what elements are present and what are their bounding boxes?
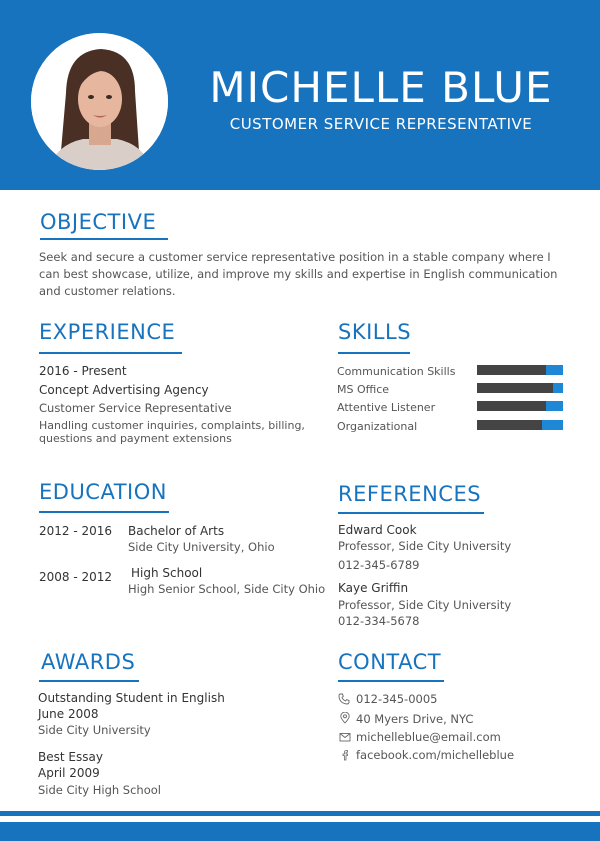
contact-address: 40 Myers Drive, NYC — [356, 712, 474, 726]
footer-stripe — [0, 822, 600, 841]
contact-heading: CONTACT — [338, 650, 442, 674]
objective-text: Seek and secure a customer service representative position in a stable company where I can best showcase, utilize, and improve my skills and expertise in English communication and customer relations. — [39, 250, 558, 298]
skill-bar — [477, 401, 563, 411]
award-date: June 2008 — [38, 707, 99, 721]
experience-period: 2016 - Present — [39, 364, 127, 378]
reference-phone: 012-334-5678 — [338, 614, 420, 628]
contact-underline — [338, 680, 444, 682]
award-place: Side City High School — [38, 783, 161, 797]
contact-facebook: facebook.com/michelleblue — [356, 748, 515, 762]
education-degree: High School — [131, 566, 203, 580]
envelope-icon — [339, 731, 351, 743]
skill-bar — [477, 365, 563, 375]
footer-stripe-thin — [0, 811, 600, 816]
skill-bar-fill — [477, 365, 546, 375]
skill-bar — [477, 420, 563, 430]
experience-description-line2: questions and payment extensions — [39, 432, 232, 445]
award-place: Side City University — [38, 723, 151, 737]
reference-name: Kaye Griffin — [338, 581, 409, 595]
education-school: Side City University, Ohio — [128, 540, 275, 554]
skill-bar-fill — [477, 401, 546, 411]
phone-icon — [338, 693, 350, 705]
education-school: High Senior School, Side City Ohio — [128, 582, 326, 596]
facebook-icon — [339, 749, 351, 761]
candidate-name: MICHELLE BLUE — [209, 63, 553, 112]
skill-label: MS Office — [337, 383, 390, 396]
experience-company: Concept Advertising Agency — [39, 383, 209, 397]
experience-heading: EXPERIENCE — [39, 320, 176, 344]
objective-heading: OBJECTIVE — [40, 210, 157, 234]
award-title: Outstanding Student in English — [38, 691, 225, 705]
experience-description-line1: Handling customer inquiries, complaints, billing, — [39, 419, 305, 432]
references-underline — [338, 512, 484, 514]
skill-label: Attentive Listener — [337, 401, 436, 414]
award-title: Best Essay — [38, 750, 103, 764]
education-underline — [39, 511, 169, 513]
contact-phone: 012-345-0005 — [356, 692, 438, 706]
contact-email: michelleblue@email.com — [356, 730, 501, 744]
skills-underline — [338, 352, 410, 354]
education-years: 2008 - 2012 — [39, 570, 113, 584]
profile-photo — [31, 33, 168, 170]
skill-label: Organizational — [337, 420, 418, 433]
experience-underline — [39, 352, 182, 354]
skill-label: Communication Skills — [337, 365, 456, 378]
location-pin-icon — [339, 712, 351, 724]
skill-bar-fill — [477, 383, 553, 393]
objective-underline — [40, 238, 168, 240]
education-heading: EDUCATION — [39, 480, 167, 504]
experience-position: Customer Service Representative — [39, 401, 232, 415]
award-date: April 2009 — [38, 766, 100, 780]
reference-role: Professor, Side City University — [338, 598, 512, 612]
awards-heading: AWARDS — [41, 650, 136, 674]
skill-bar — [477, 383, 563, 393]
references-heading: REFERENCES — [338, 482, 482, 506]
reference-phone: 012-345-6789 — [338, 558, 420, 572]
reference-role: Professor, Side City University — [338, 539, 512, 553]
education-degree: Bachelor of Arts — [128, 524, 225, 538]
education-years: 2012 - 2016 — [39, 524, 113, 538]
skills-heading: SKILLS — [338, 320, 412, 344]
candidate-title: CUSTOMER SERVICE REPRESENTATIVE — [229, 115, 533, 133]
awards-underline — [39, 680, 139, 682]
skill-bar-fill — [477, 420, 542, 430]
reference-name: Edward Cook — [338, 523, 417, 537]
